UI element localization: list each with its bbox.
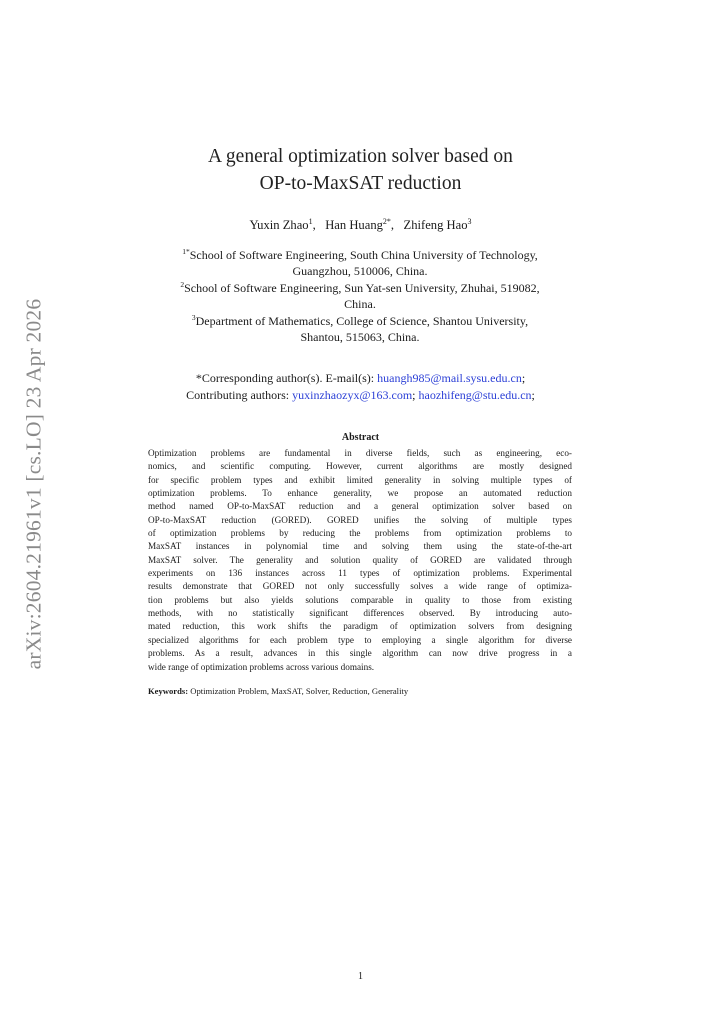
abstract-line: tion problems but also yields solutions comparable in quality to those from existing [148,594,572,605]
affiliation-sup: 1* [182,247,190,256]
affiliation-line: Shantou, 515063, China. [300,330,420,345]
abstract-body [148,447,572,674]
affiliation [140,277,580,312]
affiliation-line: China. [344,297,376,312]
keywords [148,686,408,696]
abstract-line: method named OP-to-MaxSAT reduction and a general optimization solver based on [148,501,572,512]
paper-title [0,143,721,197]
keywords-label: Keywords: [148,686,189,696]
abstract-line: specialized algorithms for each problem type to employing a single algorithm for diverse [148,634,572,645]
affiliation [140,310,580,345]
contrib-prefix: Contributing authors: [186,388,293,402]
abstract-line: nomics, and scientific computing. However, current algorithms are mostly designed [148,461,572,472]
abstract-line: for specific problem types and exhibit limited generality in solving multiple types of [148,474,572,485]
corr-suffix: ; [521,371,526,385]
abstract-line: methods, with no statistically significant differences observed. By introducing auto- [148,608,572,619]
affiliation-line: School of Software Engineering, Sun Yat-sen University, Zhuhai, 519082, [184,281,540,295]
author-sup: 1 [308,217,313,226]
affiliation-sup: 3 [191,313,196,322]
author-name: Yuxin Zhao [249,218,309,233]
affiliation-line: Department of Mathematics, College of Science, Shantou University, [195,314,529,328]
affiliation-line: Guangzhou, 510006, China. [292,264,428,279]
abstract-line: MaxSAT solver. The generality and solution quality of GORED are validated through [148,554,572,565]
abstract-line: mated reduction, this work shifts the paradigm of optimization solvers from designing [148,621,572,632]
abstract-line: of optimization problems by reducing the problems from optimization problems to [148,528,572,539]
corr-prefix: *Corresponding author(s). E-mail(s): [195,371,378,385]
author-list: Yuxin Zhao$^1$, Han Huang$^{2*}$, Zhifeng Hao$^3$ [249,217,472,233]
author-name: Zhifeng Hao [403,218,468,233]
abstract-heading: Abstract [341,432,380,443]
abstract-line: experiments on 136 instances across 11 types of optimization problems. Experimental [148,568,572,579]
contrib-email-link[interactable]: yuxinzhaozyx@163.com [292,388,413,402]
contrib-sep: ; [412,388,419,402]
correspondence [0,370,721,404]
author-name: Han Huang [325,218,383,233]
page-number: 1 [358,971,363,982]
abstract-line: optimization problems. To enhance generality, we propose an automated reduction [148,488,572,499]
arxiv-stamp-text: arXiv:2604.21961v1 [cs.LO] 23 Apr 2026 [21,298,46,669]
contrib-suffix: ; [531,388,535,402]
abstract-line: wide range of optimization problems across various domains. [148,661,375,672]
keywords-text: Optimization Problem, MaxSAT, Solver, Reduction, Generality [188,686,409,696]
contrib-email-link[interactable]: haozhifeng@stu.edu.cn [418,388,532,402]
affiliation-line: School of Software Engineering, South China University of Technology, [189,248,538,262]
abstract-line: problems. As a result, advances in this single algorithm can now drive progress in a [148,648,572,659]
title-line: A general optimization solver based on [208,146,513,167]
abstract-line: results demonstrate that GORED not only successfully solves a wide range of optimiza- [148,581,572,592]
affiliation-sup: 2 [180,280,185,289]
arxiv-stamp [22,296,46,671]
author-sup: 2* [382,217,391,226]
author-sup: 3 [467,217,472,226]
abstract-line: MaxSAT instances in polynomial time and solving them using the state-of-the-art [148,541,572,552]
corr-email-link[interactable]: huangh985@mail.sysu.edu.cn [377,371,522,385]
title-line: OP-to-MaxSAT reduction [259,173,462,194]
abstract-line: Optimization problems are fundamental in diverse fields, such as engineering, eco- [148,448,572,458]
abstract-line: OP-to-MaxSAT reduction (GORED). GORED unifies the solving of multiple types [148,514,572,525]
affiliation [140,244,580,279]
